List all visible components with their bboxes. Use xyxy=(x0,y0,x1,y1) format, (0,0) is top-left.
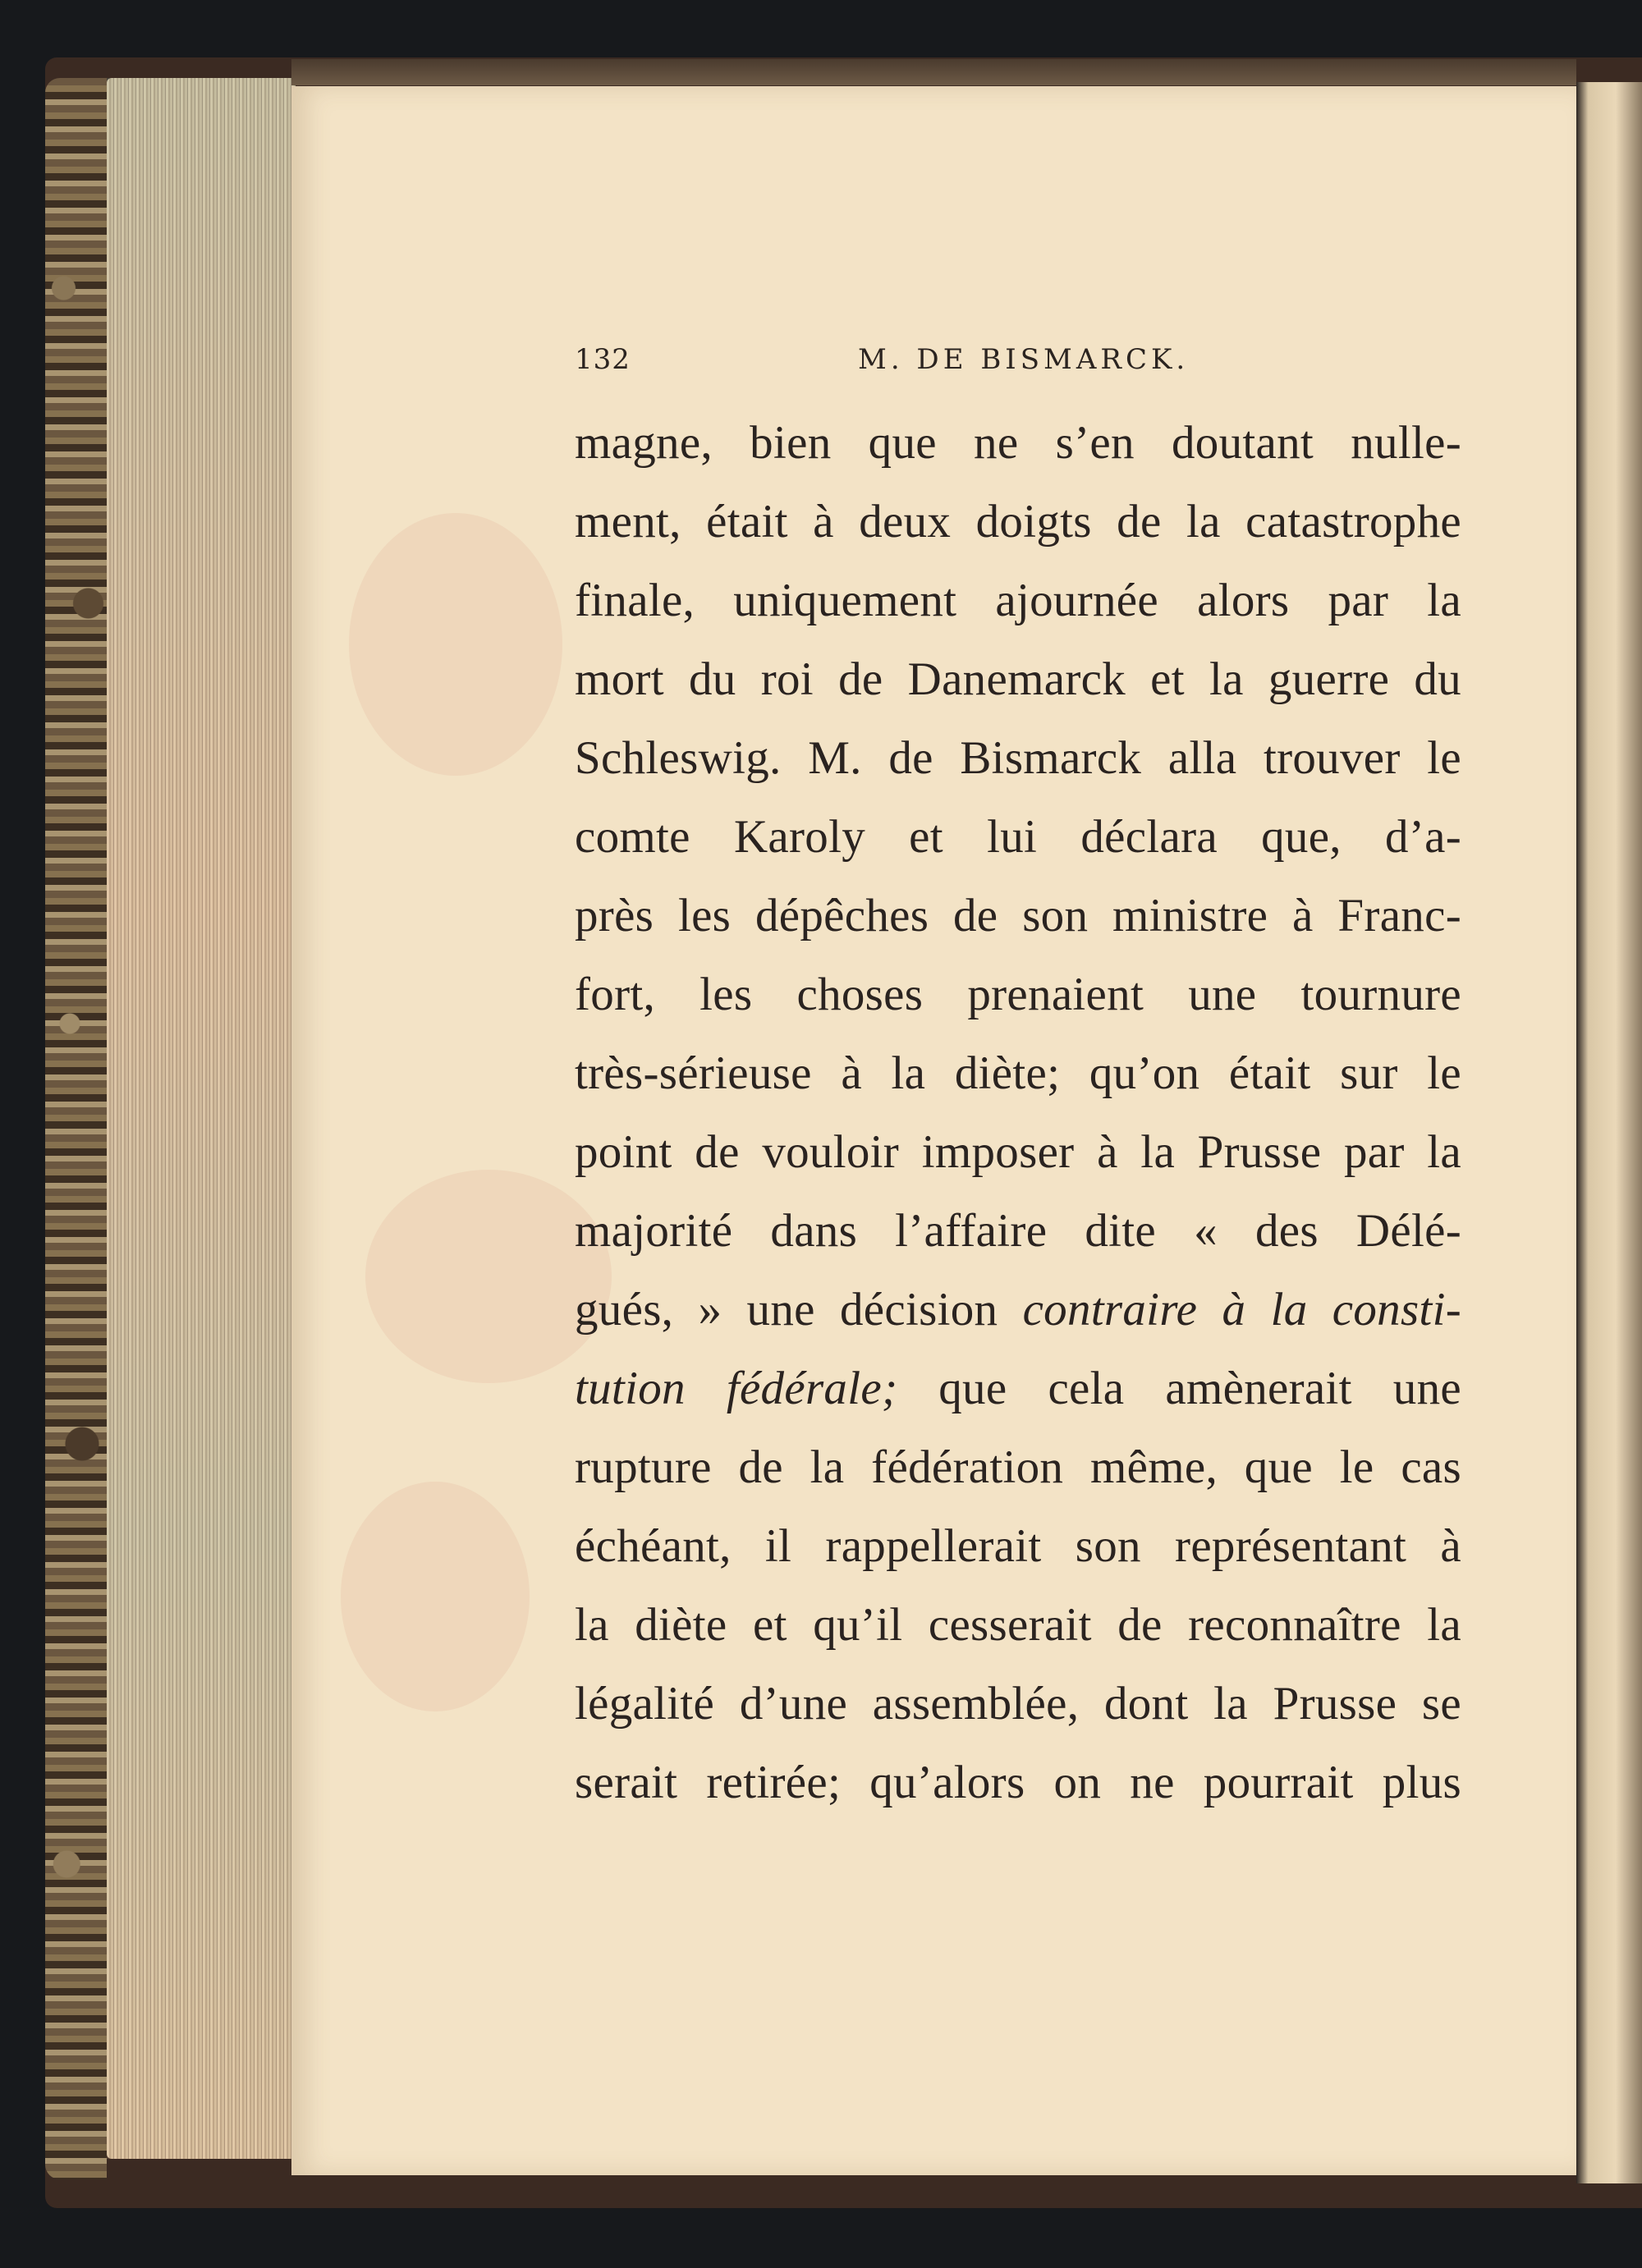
text-segment: magne, bien que ne s’en doutant nulle- xyxy=(575,417,1461,469)
text-line xyxy=(575,1041,1461,1120)
text-segment: point de vouloir imposer à la Prusse par la xyxy=(575,1126,1461,1178)
text-segment: serait retirée; qu’alors on ne pourrait plus xyxy=(575,1757,1461,1808)
text-line xyxy=(575,1356,1461,1435)
text-segment: mort du roi de Danemarck et la guerre du xyxy=(575,653,1461,705)
text-line xyxy=(575,410,1461,489)
text-line xyxy=(575,568,1461,647)
text-segment: Schleswig. M. de Bismarck alla trouver le xyxy=(575,732,1461,784)
top-binding-band xyxy=(291,59,1576,85)
text-segment: légalité d’une assemblée, dont la Prusse se xyxy=(575,1678,1461,1730)
text-line xyxy=(575,1120,1461,1198)
text-segment: rupture de la fédération même, que le cas xyxy=(575,1441,1461,1493)
page-edges xyxy=(107,78,296,2159)
marbled-cover-edge xyxy=(45,78,107,2179)
text-segment: comte Karoly et lui déclara que, d’a- xyxy=(575,811,1461,863)
text-line xyxy=(575,726,1461,804)
text-line xyxy=(575,804,1461,883)
text-line xyxy=(575,1750,1461,1829)
text-segment: fort, les choses prenaient une tournure xyxy=(575,969,1461,1020)
text-segment: majorité dans l’affaire dite « des Délé- xyxy=(575,1205,1461,1257)
text-segment: près les dépêches de son ministre à Franc- xyxy=(575,890,1461,942)
text-line xyxy=(575,489,1461,568)
text-segment-italic: tution fédérale; xyxy=(575,1363,898,1414)
text-line xyxy=(575,1671,1461,1750)
text-segment: très-sérieuse à la diète; qu’on était sur le xyxy=(575,1047,1461,1099)
text-segment: finale, uniquement ajournée alors par la xyxy=(575,575,1461,626)
text-segment: que cela amènerait une xyxy=(897,1363,1461,1414)
text-line xyxy=(575,1592,1461,1671)
text-segment: gués, » une décision xyxy=(575,1284,1023,1336)
body-text xyxy=(575,410,1461,1829)
text-line xyxy=(575,1198,1461,1277)
text-segment: ment, était à deux doigts de la catastrophe xyxy=(575,496,1461,548)
text-line xyxy=(575,1514,1461,1592)
text-segment: la diète et qu’il cesserait de reconnaître la xyxy=(575,1599,1461,1651)
page-stain xyxy=(341,1482,530,1711)
page-number: 132 xyxy=(575,343,631,376)
running-title: M. DE BISMARCK. xyxy=(858,343,1190,376)
running-head xyxy=(575,343,1461,384)
text-segment-italic: contraire à la consti- xyxy=(1022,1284,1461,1336)
text-line xyxy=(575,1435,1461,1514)
page-stain xyxy=(349,513,562,776)
facing-page-edge xyxy=(1576,82,1642,2183)
text-segment: échéant, il rappellerait son représentant à xyxy=(575,1520,1461,1572)
text-line xyxy=(575,1277,1461,1356)
text-line xyxy=(575,883,1461,962)
text-line xyxy=(575,962,1461,1041)
text-line xyxy=(575,647,1461,726)
